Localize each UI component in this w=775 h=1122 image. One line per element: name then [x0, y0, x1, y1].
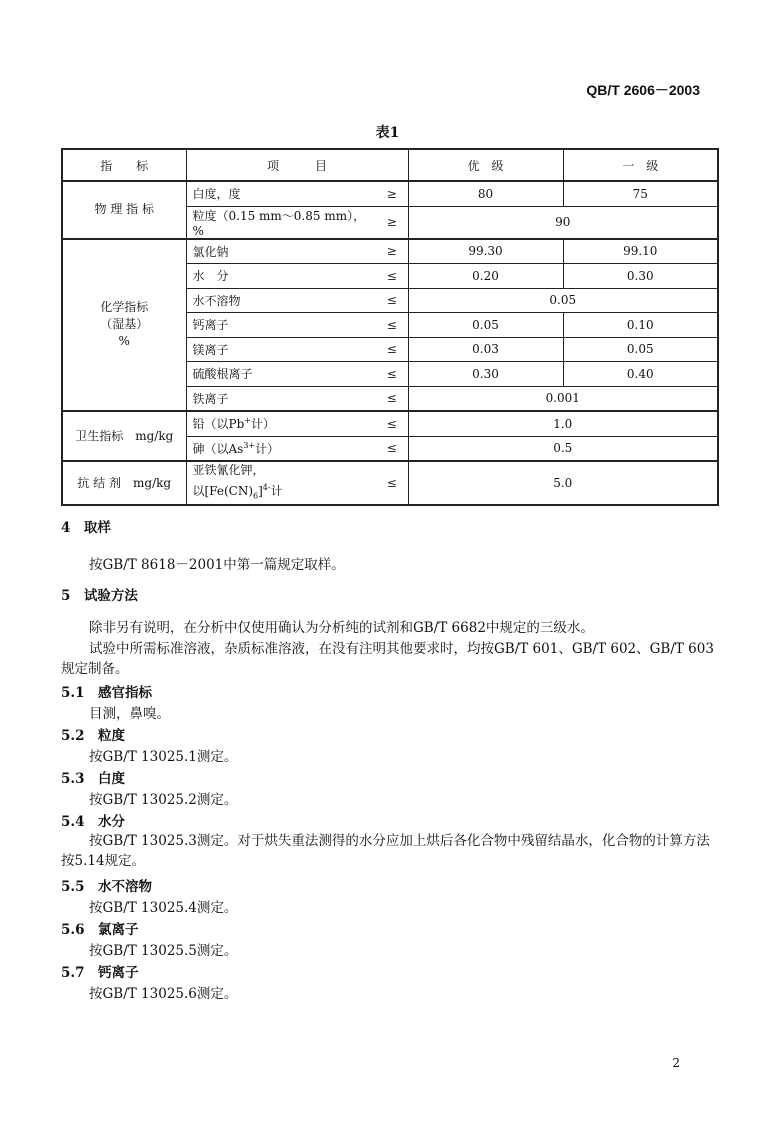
table-header-row [62, 149, 718, 181]
specification-table [61, 148, 719, 506]
section-5-5-title: 5.5 水不溶物 [61, 879, 152, 895]
category-chemical-line3: % [118, 334, 130, 349]
value-first: 99.10 [563, 239, 718, 264]
operator: ≤ [376, 288, 408, 313]
section-5-7-text: 按GB/T 13025.6测定。 [89, 986, 238, 1002]
header-item: 项 目 [186, 149, 408, 181]
value-superior: 99.30 [408, 239, 563, 264]
category-hygiene: 卫生指标 mg/kg [62, 411, 186, 461]
value-common: 0.5 [408, 436, 718, 461]
header-superior: 优 级 [408, 149, 563, 181]
operator: ≤ [376, 411, 408, 436]
item-label: 钙离子 [186, 313, 376, 338]
operator: ≥ [376, 206, 408, 239]
item-label-formula [193, 479, 371, 504]
item-label [186, 411, 376, 436]
standard-number: QB/T 2606－2003 [586, 82, 700, 98]
section-5-6-text: 按GB/T 13025.5测定。 [89, 943, 238, 959]
header-indicator: 指 标 [62, 149, 186, 181]
section-5-2-text: 按GB/T 13025.1测定。 [89, 749, 238, 765]
page-number: 2 [672, 1056, 680, 1070]
item-label: 白度，度 [186, 181, 376, 206]
item-label-text: 亚铁氰化钾， [192, 463, 265, 477]
value-first: 75 [563, 181, 718, 206]
category-physical: 物 理 指 标 [62, 181, 186, 239]
category-chemical-line2: （湿基） [100, 317, 149, 332]
item-label-text: 计） [250, 417, 275, 432]
section-5-7-title: 5.7 钙离子 [61, 965, 139, 981]
value-first: 0.30 [563, 264, 718, 289]
table-row [62, 181, 718, 206]
category-anticaking: 抗 结 剂 mg/kg [62, 461, 186, 505]
section-5-title: 5 试验方法 [61, 588, 138, 604]
section-5-3-title: 5.3 白度 [61, 771, 125, 787]
ion-charge: 3+ [243, 440, 256, 450]
operator: ≤ [376, 386, 408, 411]
section-5-paragraph-2: 试验中所需标准溶液，杂质标准溶液，在没有注明其他要求时，均按GB/T 601、GB/T 602、GB/T 603规定制备。 [61, 641, 714, 677]
item-label-text: 以[Fe(CN) [192, 484, 253, 498]
section-5-paragraph-1: 除非另有说明，在分析中仅使用确认为分析纯的试剂和GB/T 6682中规定的三级水。 [89, 620, 594, 636]
operator: ≥ [376, 181, 408, 206]
item-label [186, 461, 376, 505]
item-label-text: 计） [255, 441, 280, 456]
item-label: 水不溶物 [186, 288, 376, 313]
header-first-grade: 一 级 [563, 149, 718, 181]
value-common: 90 [408, 206, 718, 239]
value-first: 0.40 [563, 362, 718, 387]
item-label: 铁离子 [186, 386, 376, 411]
item-label [186, 436, 376, 461]
table-row [62, 411, 718, 436]
item-label: 氯化钠 [186, 239, 376, 264]
section-5-6-title: 5.6 氯离子 [61, 922, 139, 938]
operator: ≥ [376, 239, 408, 264]
value-common: 1.0 [408, 411, 718, 436]
value-common: 0.05 [408, 288, 718, 313]
item-label-text: 铅（以Pb [192, 417, 245, 432]
value-first: 0.05 [563, 337, 718, 362]
section-5-3-text: 按GB/T 13025.2测定。 [89, 792, 238, 808]
section-4-text: 按GB/T 8618－2001中第一篇规定取样。 [89, 557, 345, 573]
operator: ≤ [376, 313, 408, 338]
value-common: 5.0 [408, 461, 718, 505]
value-common: 0.001 [408, 386, 718, 411]
ion-charge: + [244, 416, 251, 426]
section-4-title: 4 取样 [61, 520, 111, 536]
item-label-text: 砷（以As [192, 441, 244, 456]
value-first: 0.10 [563, 313, 718, 338]
operator: ≤ [376, 362, 408, 387]
operator: ≤ [376, 264, 408, 289]
item-label: 粒度（0.15 mm～0.85 mm），% [186, 206, 376, 239]
item-label-text: 计 [270, 484, 283, 498]
value-superior: 0.30 [408, 362, 563, 387]
section-5-1-title: 5.1 感官指标 [61, 685, 152, 701]
section-5-1-text: 目测，鼻嗅。 [89, 706, 170, 722]
table-row [62, 239, 718, 264]
item-label: 水 分 [186, 264, 376, 289]
operator: ≤ [376, 461, 408, 505]
operator: ≤ [376, 337, 408, 362]
table-row [62, 461, 718, 505]
value-superior: 0.03 [408, 337, 563, 362]
section-5-2-title: 5.2 粒度 [61, 728, 125, 744]
value-superior: 80 [408, 181, 563, 206]
item-label-text: ] [258, 484, 263, 498]
ion-charge: 4- [262, 483, 271, 492]
section-5-5-text: 按GB/T 13025.4测定。 [89, 900, 238, 916]
section-5-4-title: 5.4 水分 [61, 814, 125, 830]
operator: ≤ [376, 436, 408, 461]
item-label: 硫酸根离子 [186, 362, 376, 387]
value-superior: 0.05 [408, 313, 563, 338]
formula-subscript: 6 [253, 491, 259, 501]
item-label: 镁离子 [186, 337, 376, 362]
section-5-4-text: 按GB/T 13025.3测定。对于烘失重法测得的水分应加上烘后各化合物中残留结晶水，化合物的计算方法按5.14规定。 [61, 833, 710, 869]
category-chemical [62, 239, 186, 412]
table-title: 表1 [375, 125, 400, 141]
value-superior: 0.20 [408, 264, 563, 289]
category-chemical-line1: 化学指标 [100, 300, 149, 315]
